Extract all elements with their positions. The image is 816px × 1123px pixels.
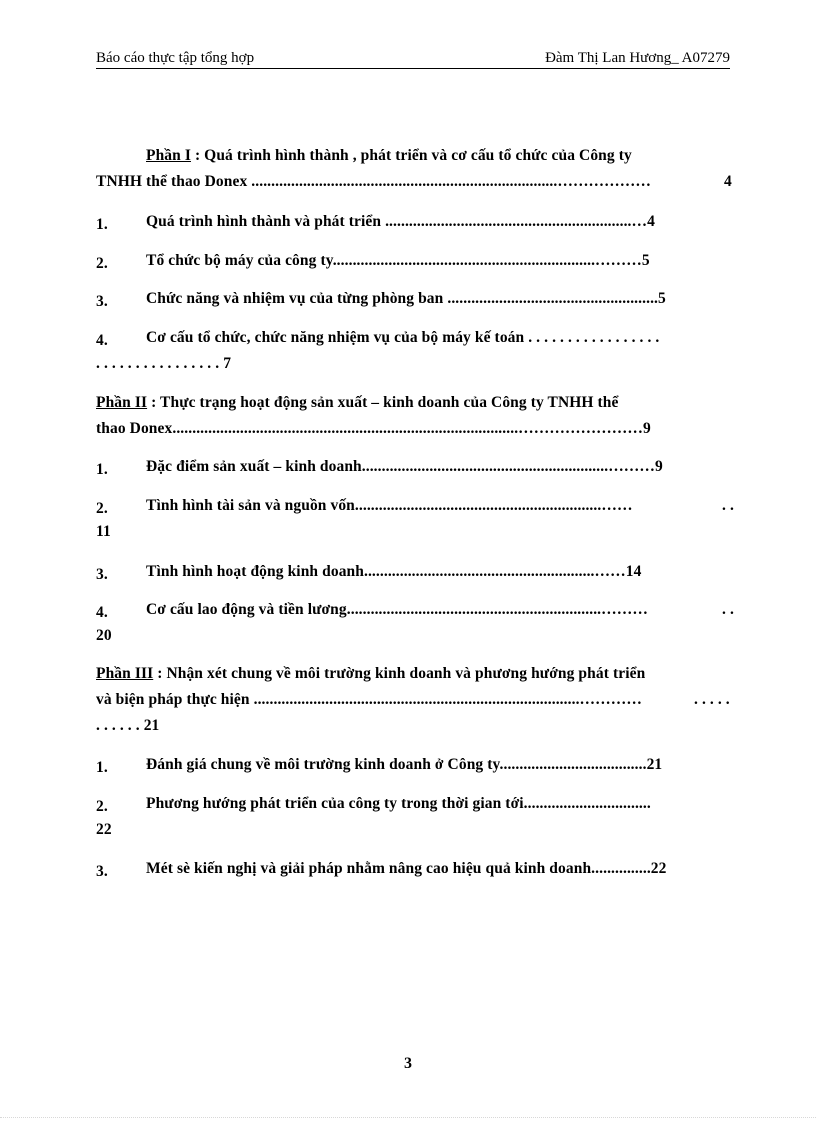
part-3-title-cont-2: . . . . . . 21 — [96, 717, 160, 734]
item-number: 4. — [96, 332, 108, 349]
item-tail-dots: . . — [722, 497, 734, 514]
item-continuation: 11 — [96, 523, 111, 540]
item-continuation: . . . . . . . . . . . . . . . . 7 — [96, 355, 232, 372]
part-1-label: Phần I — [146, 147, 191, 164]
item-text: Quá trình hình thành và phát triển ..............................................................…4 — [146, 213, 655, 230]
item-number: 4. — [96, 604, 108, 621]
page-number: 3 — [404, 1055, 412, 1072]
header-author: Đàm Thị Lan Hương_ A07279 — [545, 50, 730, 66]
item-number: 3. — [96, 566, 108, 583]
item-continuation: 20 — [96, 627, 112, 644]
toc-part-1[interactable] — [96, 143, 739, 169]
page-bottom-divider — [0, 1117, 816, 1118]
item-number: 2. — [96, 798, 108, 815]
part-3-tail-dots: . . . . . — [694, 691, 730, 708]
item-tail-dots: . . — [722, 601, 734, 618]
item-text: Chức năng và nhiệm vụ của từng phòng ban .....................................................5 — [146, 290, 666, 307]
part-3-label: Phần III — [96, 665, 154, 682]
item-text: Tình hình tài sản và nguồn vốn..............................................................…… — [146, 497, 633, 514]
item-text: Mét sè kiến nghị và giải pháp nhằm nâng cao hiệu quả kinh doanh...............22 — [146, 860, 667, 877]
part-2-title-cont: thao Donex.......................................................................................……………………9 — [96, 420, 651, 437]
item-text: Tình hình hoạt động kinh doanh..........................................................……14 — [146, 563, 642, 580]
item-text: Tổ chức bộ máy của công ty..................................................................………5 — [146, 252, 650, 269]
toc-part-2[interactable] — [96, 390, 739, 416]
item-text: Đánh giá chung về môi trường kinh doanh ở Công ty.....................................21 — [146, 756, 663, 773]
part-1-page: 4 — [724, 173, 732, 190]
item-number: 1. — [96, 216, 108, 233]
part-3-title-cont: và biện pháp thực hiện ..................................................................................………… — [96, 691, 642, 708]
item-text: Cơ cấu tổ chức, chức năng nhiệm vụ của bộ máy kế toán . . . . . . . . . . . . . . . . . — [146, 329, 660, 346]
item-continuation: 22 — [96, 821, 112, 838]
toc-part-3[interactable] — [96, 661, 739, 687]
item-text: Đặc điểm sản xuất – kinh doanh..............................................................………9 — [146, 458, 663, 475]
part-2-title: : Thực trạng hoạt động sản xuất – kinh doanh của Công ty TNHH thể — [147, 394, 619, 411]
item-number: 2. — [96, 255, 108, 272]
item-text: Phương hướng phát triển của công ty trong thời gian tới................................ — [146, 795, 651, 812]
part-1-title: : Quá trình hình thành , phát triển và cơ cấu tổ chức của Công ty — [190, 147, 632, 164]
item-number: 2. — [96, 500, 108, 517]
page-header — [96, 48, 730, 69]
item-number: 3. — [96, 863, 108, 880]
part-2-label: Phần II — [96, 394, 148, 411]
item-number: 3. — [96, 293, 108, 310]
part-3-title: : Nhận xét chung về môi trường kinh doanh và phương hướng phát triển — [153, 665, 646, 682]
header-report-title: Báo cáo thực tập tổng hợp — [96, 50, 255, 66]
item-number: 1. — [96, 461, 108, 478]
item-text: Cơ cấu lao động và tiền lương................................................................……… — [146, 601, 648, 618]
part-1-title-cont: TNHH thể thao Donex .............................................................................……………… — [96, 173, 651, 190]
item-number: 1. — [96, 759, 108, 776]
